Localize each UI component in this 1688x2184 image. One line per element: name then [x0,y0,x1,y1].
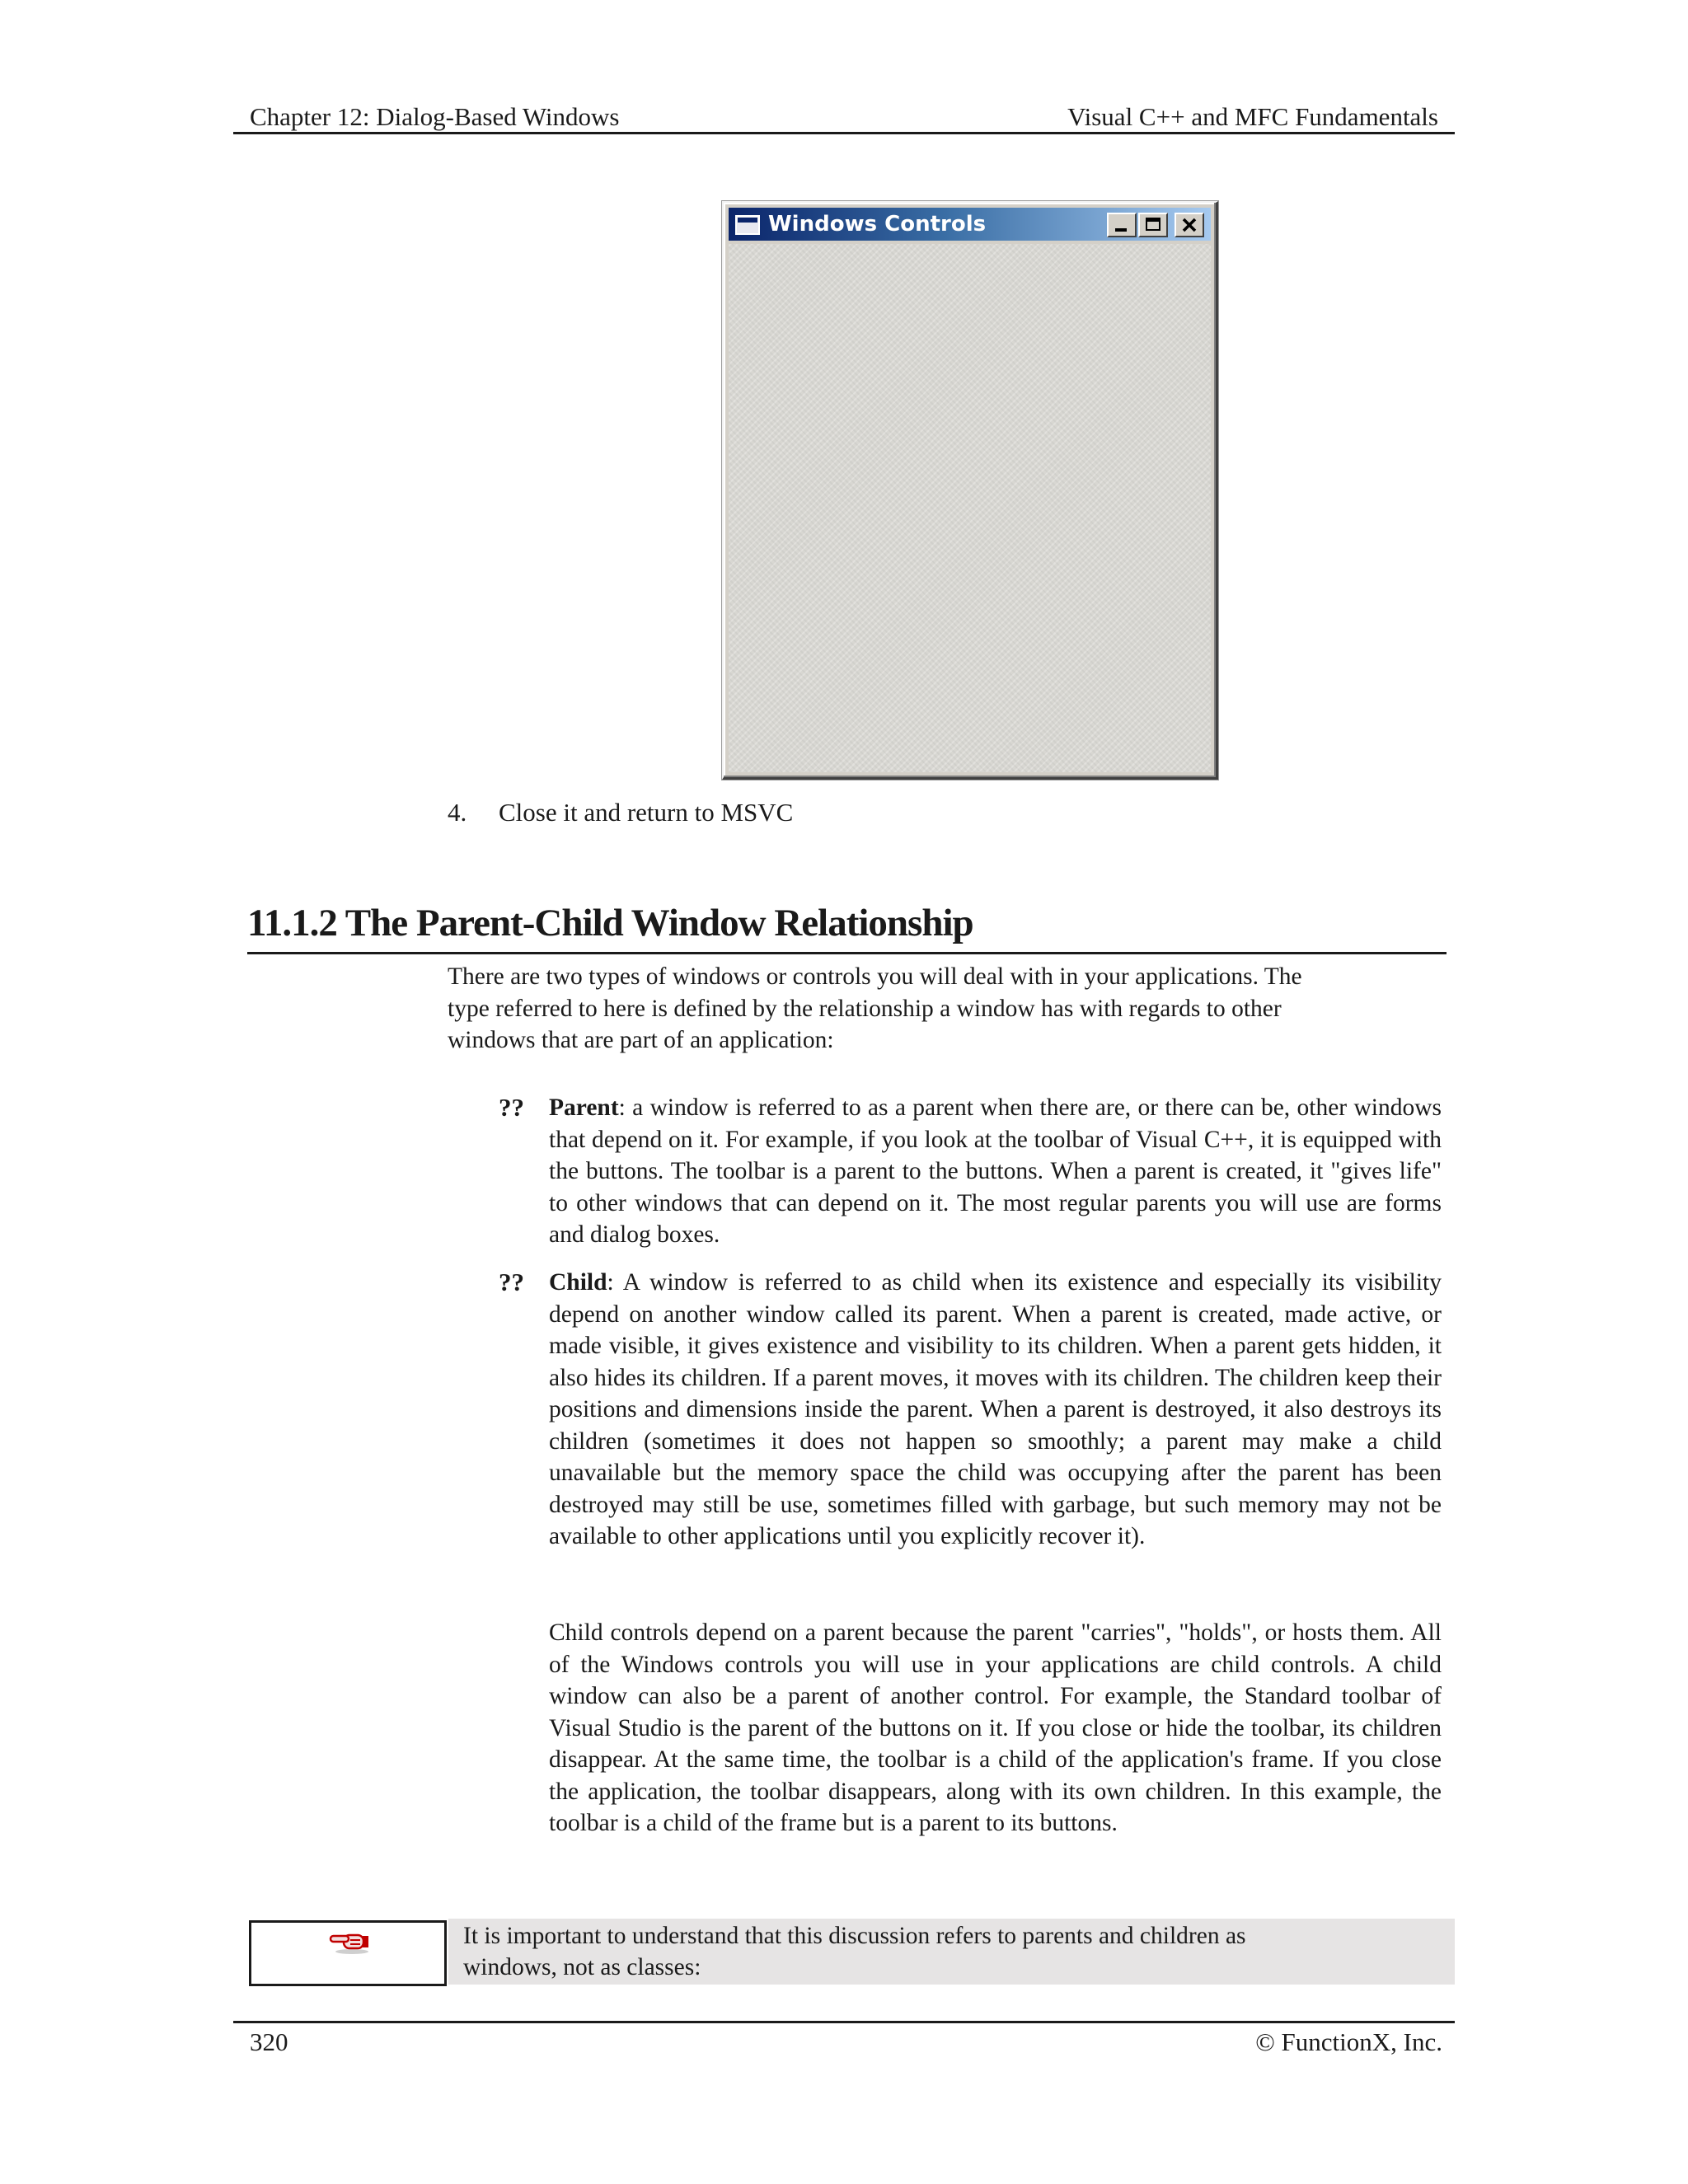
header-rule [233,132,1455,134]
intro-paragraph [448,961,1437,1057]
section-rule [247,952,1447,954]
maximize-button[interactable] [1138,213,1168,237]
note-text [463,1920,1436,1983]
child-continuation-paragraph: Child controls depend on a parent because the parent "carries", "holds", or hosts them. All of the Windows controls you will use in your applications are child controls. A child window can also be a parent of another control. For example, the Standard toolbar of Visual Studio is the parent of the buttons on it. If you close or hide the toolbar, its children disappear. At the same time, the toolbar is a child of the application's frame. If you close the application, the toolbar disappears, along with its own children. In this example, the toolbar is a child of the frame but is a parent to its buttons. [549,1619,1442,1836]
child-text: : A window is referred to as child when its existence and especially its visibility depend on another window called its parent. When a parent is created, made active, or made visible, it gives existence and visibility to its children. When a parent gets hidden, it also hides its children. If a parent moves, it moves with its children. The children keep their positions and dimensions inside the parent. When a parent is destroyed, it also destroys its children (sometimes it does not happen so smoothly; a parent may make a child unavailable but the memory space the child was occupying after the parent has been destroyed may still be use, sometimes filled with garbage, but such memory may not be available to other applications until you explicitly recover it). [549,1269,1442,1549]
close-icon [1176,214,1203,236]
footer-rule [233,2021,1455,2023]
section-heading: 11.1.2 The Parent-Child Window Relationship [247,902,973,944]
bullet-marker: ?? [499,1268,524,1296]
step-item [448,796,793,829]
note-line: windows, not as classes: [463,1954,701,1980]
child-definition [549,1267,1442,1553]
close-button[interactable] [1175,213,1204,237]
parent-text: : a window is referred to as a parent when there are, or there can be, other windows that depend on it. For example, if you look at the toolbar of Visual C++, it is equipped with the buttons. The toolbar is a parent to the buttons. When a parent is created, it "gives life" to other windows that can depend on it. The most regular parents you will use are forms and dialog boxes. [549,1094,1442,1248]
page-number: 320 [250,2027,288,2056]
note-line: It is important to understand that this discussion refers to parents and children as [463,1923,1246,1949]
dialog-client-area[interactable] [729,244,1211,772]
minimize-button[interactable] [1107,213,1137,237]
footer-copyright: © FunctionX, Inc. [1255,2027,1442,2056]
app-window-icon [735,215,760,235]
pointing-hand-icon [327,1926,373,1956]
intro-line: There are two types of windows or controls you will deal with in your applications. The [448,963,1302,990]
parent-definition [549,1092,1442,1251]
maximize-icon [1146,218,1160,231]
dialog-title: Windows Controls [768,212,987,237]
dialog-title-bar[interactable] [729,208,1211,241]
intro-line: windows that are part of an application: [448,1027,834,1053]
header-chapter: Chapter 12: Dialog-Based Windows [250,102,620,131]
intro-line: type referred to here is defined by the relationship a window has with regards to other [448,995,1282,1022]
header-book-title: Visual C++ and MFC Fundamentals [1067,102,1438,131]
parent-term: Parent [549,1094,619,1121]
child-term: Child [549,1269,607,1296]
step-number: 4. [448,798,467,827]
minimize-icon [1115,228,1127,232]
windows-controls-dialog [722,201,1218,780]
bullet-marker: ?? [499,1093,524,1122]
step-text: Close it and return to MSVC [499,798,794,827]
note-icon-box [249,1920,447,1986]
